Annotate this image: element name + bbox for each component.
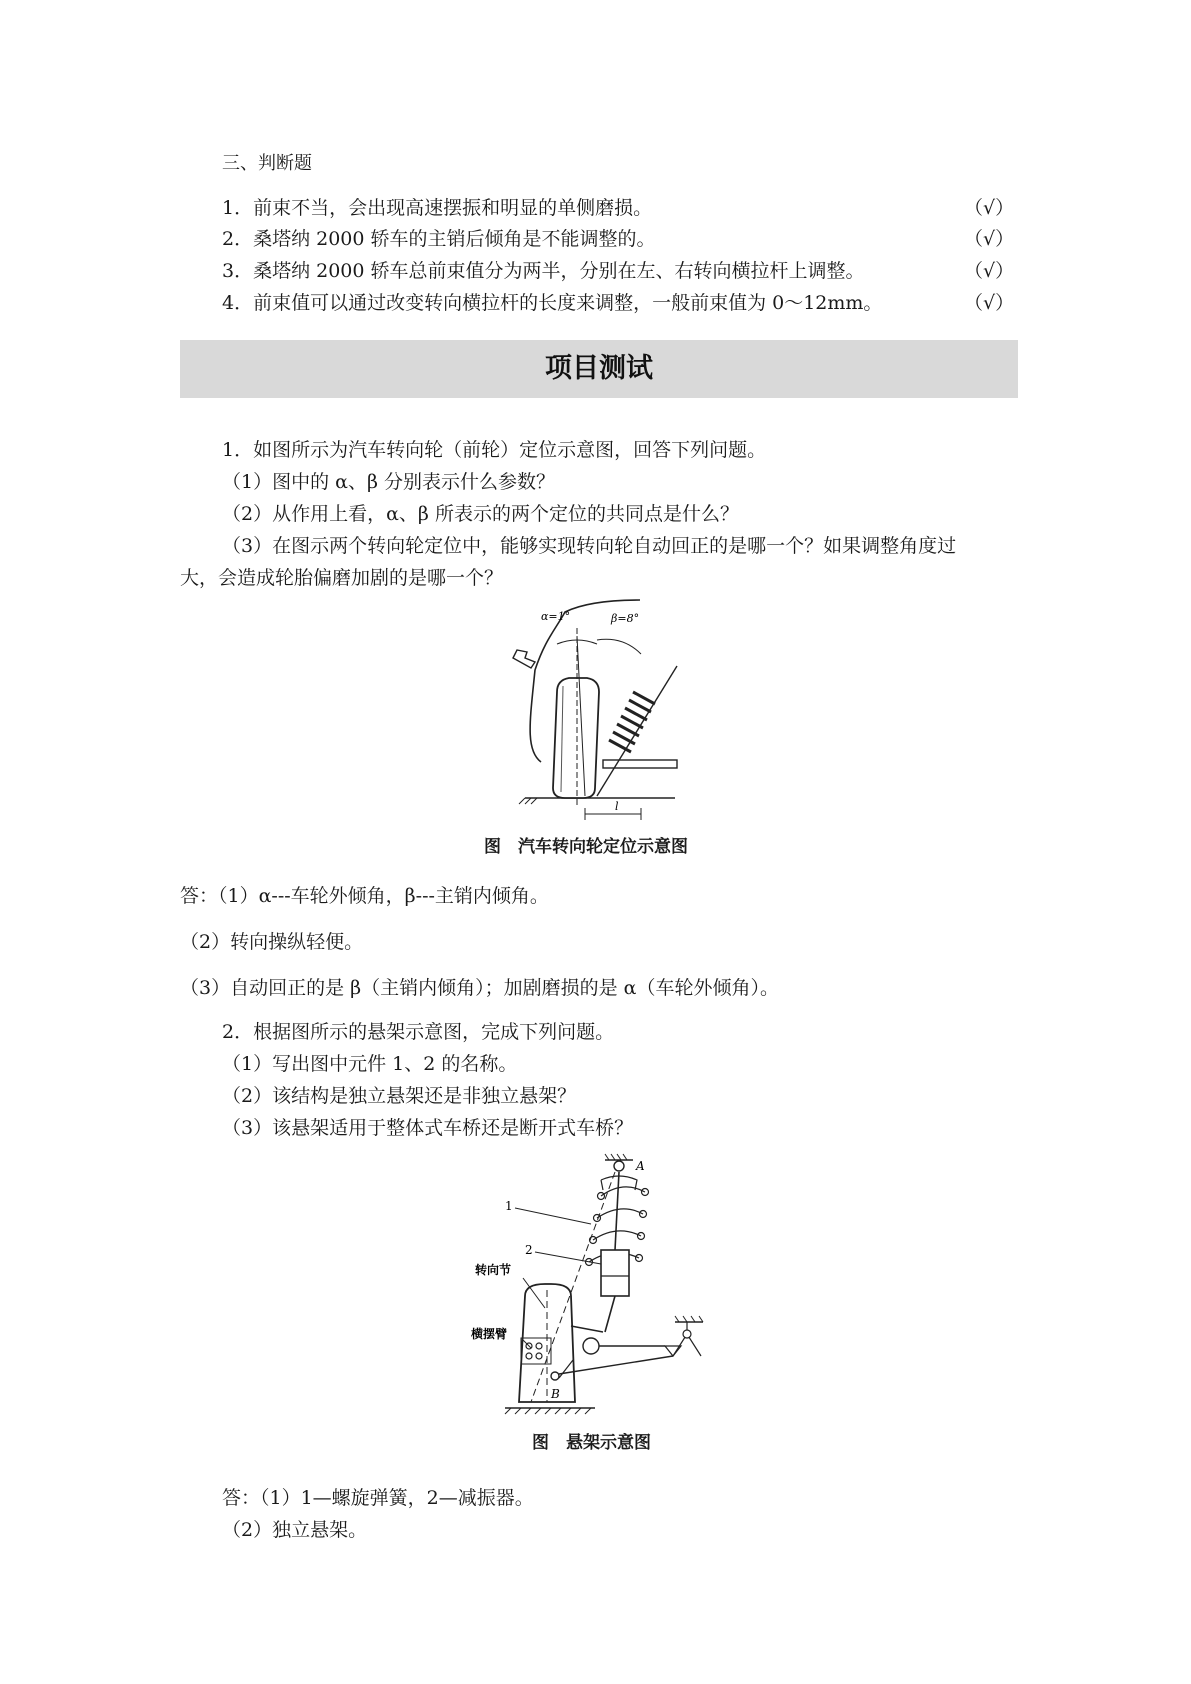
q2-intro: 2．根据图所示的悬架示意图，完成下列问题。: [222, 1021, 615, 1043]
beta-label: β=8°: [611, 612, 640, 625]
suspension-figure: [471, 1150, 725, 1420]
wheel-alignment-figure: [505, 600, 695, 825]
figure1-caption: 图 汽车转向轮定位示意图: [484, 837, 688, 857]
label-A: A: [636, 1159, 645, 1173]
section-heading: 三、判断题: [222, 153, 312, 174]
arm-label: 横摆臂: [471, 1327, 508, 1341]
q1-sub1: （1）图中的 α、β 分别表示什么参数？: [222, 471, 555, 493]
section-banner: [180, 340, 1018, 398]
tf-mark-4: （√）: [964, 292, 1015, 314]
label-1: 1: [505, 1199, 513, 1213]
q2-sub3: （3）该悬架适用于整体式车桥还是断开式车桥？: [222, 1117, 634, 1139]
knuckle-label: 转向节: [475, 1263, 512, 1277]
tf-mark-1: （√）: [964, 197, 1015, 219]
q2-answer1: 答：（1）1—螺旋弹簧，2—减振器。: [222, 1487, 534, 1509]
label-B: B: [551, 1387, 560, 1401]
q1-sub3-line2: 大，会造成轮胎偏磨加剧的是哪一个？: [180, 567, 504, 589]
figure2-caption: 图 悬架示意图: [532, 1433, 651, 1453]
tf-item-4: 4．前束值可以通过改变转向横拉杆的长度来调整，一般前束值为 0～12mm。: [222, 292, 883, 314]
banner-title: 项目测试: [545, 353, 653, 384]
tf-mark-3: （√）: [964, 260, 1015, 282]
q1-sub3-line1: （3）在图示两个转向轮定位中，能够实现转向轮自动回正的是哪一个？如果调整角度过: [222, 535, 957, 557]
tf-item-2: 2．桑塔纳 2000 轿车的主销后倾角是不能调整的。: [222, 228, 656, 250]
q1-answer3: （3）自动回正的是 β（主销内倾角）；加剧磨损的是 α（车轮外倾角）。: [180, 977, 779, 999]
alpha-label: α=1°: [541, 610, 571, 623]
tf-mark-2: （√）: [964, 228, 1015, 250]
q1-answer2: （2）转向操纵轻便。: [180, 931, 364, 953]
label-2: 2: [525, 1243, 533, 1257]
q2-sub1: （1）写出图中元件 1、2 的名称。: [222, 1053, 518, 1075]
q1-sub2: （2）从作用上看，α、β 所表示的两个定位的共同点是什么？: [222, 503, 739, 525]
tf-item-1: 1．前束不当，会出现高速摆振和明显的单侧磨损。: [222, 197, 653, 219]
q1-intro: 1．如图所示为汽车转向轮（前轮）定位示意图，回答下列问题。: [222, 439, 767, 461]
q1-answer1: 答：（1）α---车轮外倾角，β---主销内倾角。: [180, 885, 549, 907]
tf-item-3: 3．桑塔纳 2000 轿车总前束值分为两半，分别在左、右转向横拉杆上调整。: [222, 260, 865, 282]
l-label: l: [615, 800, 619, 813]
q2-sub2: （2）该结构是独立悬架还是非独立悬架？: [222, 1085, 577, 1107]
q2-answer2: （2）独立悬架。: [222, 1519, 368, 1541]
